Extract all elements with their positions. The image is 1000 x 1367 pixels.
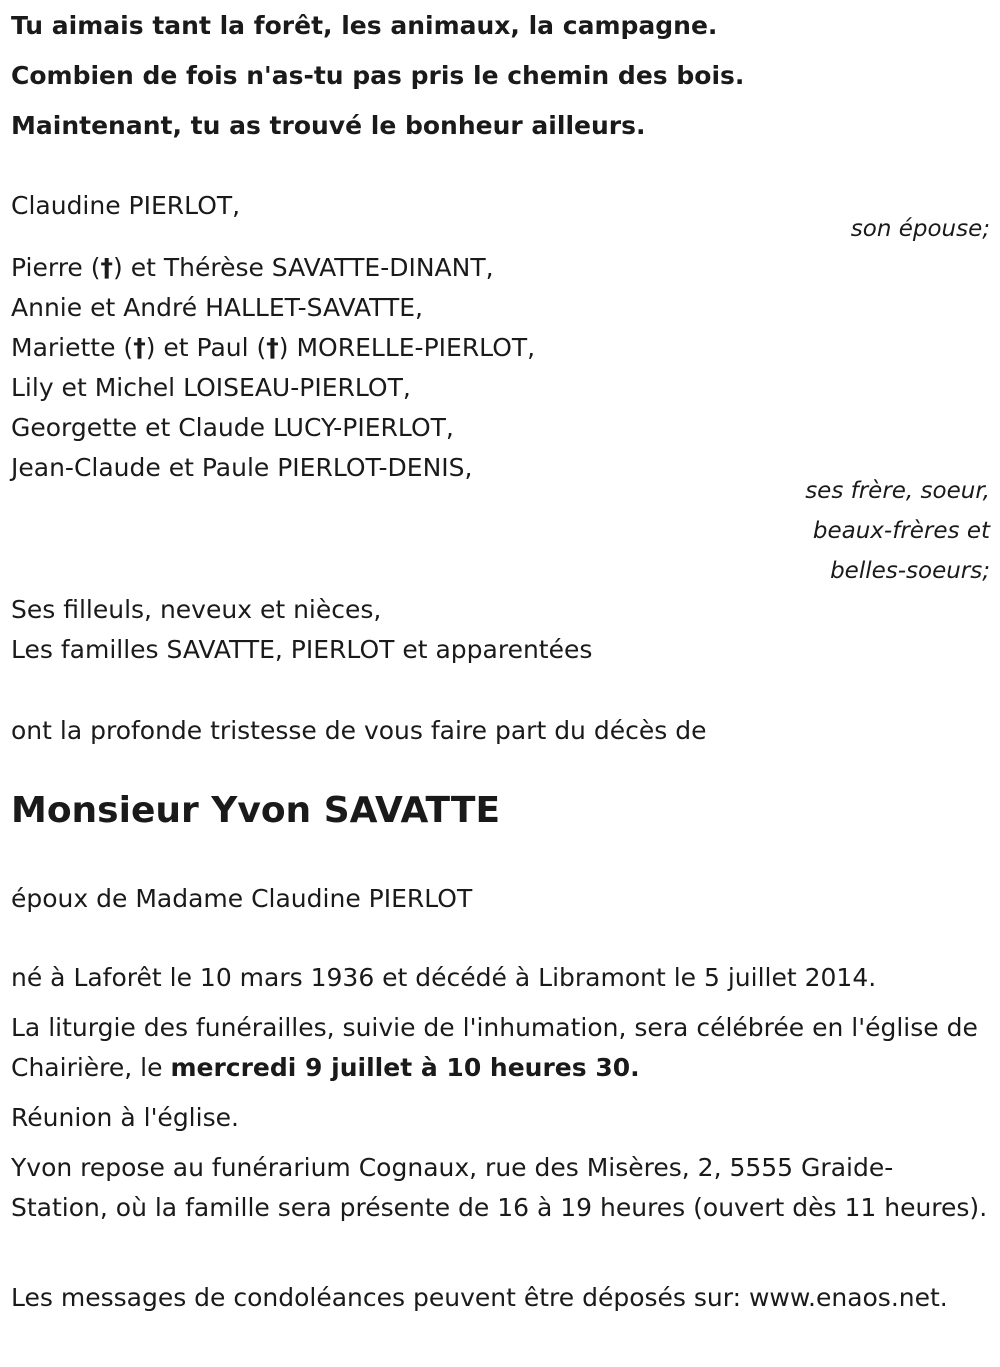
- condolences-paragraph: Les messages de condoléances peuvent être déposés sur: www.enaos.net.: [11, 1283, 948, 1312]
- liturgy-paragraph: La liturgie des funérailles, suivie de l'inhumation, sera célébrée en l'église de Chairière, le mercredi 9 juillet à 10 heures 30.: [11, 1013, 978, 1082]
- deceased-spouse-line: époux de Madame Claudine PIERLOT: [11, 884, 473, 913]
- sibling-line-5: Georgette et Claude LUCY-PIERLOT,: [11, 413, 454, 442]
- cross-icon: †: [266, 333, 279, 362]
- announcement-text: ont la profonde tristesse de vous faire part du décès de: [11, 716, 707, 745]
- reunion-line: Réunion à l'église.: [11, 1103, 239, 1132]
- funerarium-paragraph: Yvon repose au funérarium Cognaux, rue des Misères, 2, 5555 Graide-Station, où la famille sera présente de 16 à 19 heures (ouvert dès 11 heures).: [11, 1153, 988, 1222]
- family-line-1: Ses filleuls, neveux et nièces,: [11, 595, 382, 624]
- siblings-role-2: beaux-frères et: [812, 518, 990, 544]
- poem-line-2: Combien de fois n'as-tu pas pris le chemin des bois.: [11, 61, 745, 90]
- liturgy-date: mercredi 9 juillet à 10 heures 30.: [170, 1053, 640, 1082]
- sibling-line-6: Jean-Claude et Paule PIERLOT-DENIS,: [11, 453, 473, 482]
- siblings-role-1: ses frère, soeur,: [805, 478, 990, 504]
- deceased-name: Monsieur Yvon SAVATTE: [11, 790, 501, 831]
- sibling-line-3: Mariette (†) et Paul (†) MORELLE-PIERLOT,: [11, 333, 536, 362]
- poem-line-1: Tu aimais tant la forêt, les animaux, la campagne.: [11, 11, 718, 40]
- spouse-name: Claudine PIERLOT,: [11, 191, 241, 220]
- poem-line-3: Maintenant, tu as trouvé le bonheur ailleurs.: [11, 111, 646, 140]
- spouse-role: son épouse;: [850, 216, 990, 242]
- cross-icon: †: [133, 333, 146, 362]
- sibling-line-1: Pierre (†) et Thérèse SAVATTE-DINANT,: [11, 253, 494, 282]
- sibling-line-4: Lily et Michel LOISEAU-PIERLOT,: [11, 373, 411, 402]
- siblings-role-3: belles-soeurs;: [830, 558, 990, 584]
- birth-death-line: né à Laforêt le 10 mars 1936 et décédé à Libramont le 5 juillet 2014.: [11, 963, 877, 992]
- cross-icon: †: [100, 253, 114, 282]
- family-line-2: Les familles SAVATTE, PIERLOT et apparentées: [11, 635, 593, 664]
- sibling-line-2: Annie et André HALLET-SAVATTE,: [11, 293, 423, 322]
